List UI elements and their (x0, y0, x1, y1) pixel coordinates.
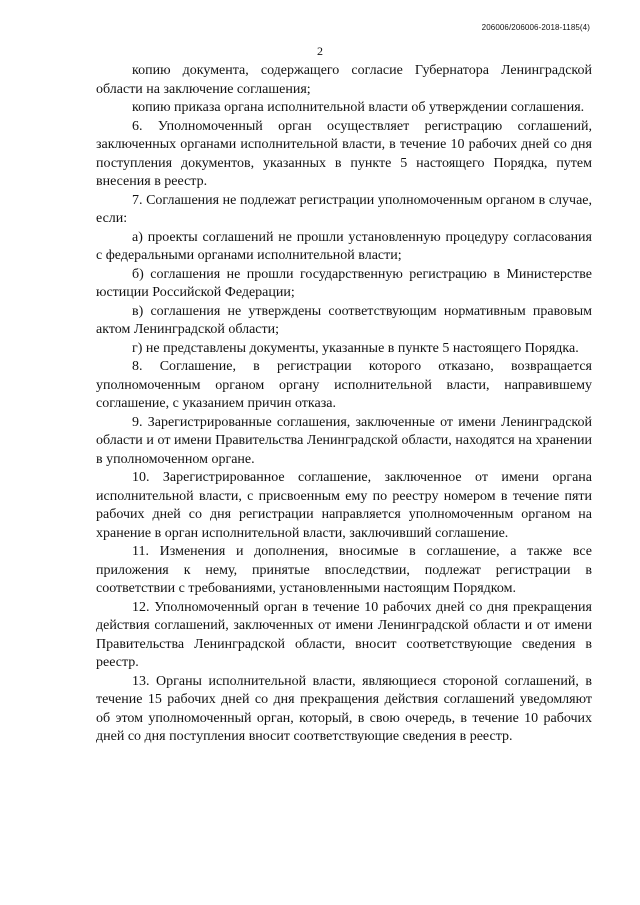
paragraph-item-7v: в) соглашения не утверждены соответствующим нормативным правовым актом Ленинградской области; (96, 303, 592, 337)
paragraph-item-7b: б) соглашения не прошли государственную регистрацию в Министерстве юстиции Российской Федерации; (96, 266, 592, 300)
paragraph-item-9: 9. Зарегистрированные соглашения, заключенные от имени Ленинградской области и от имени Правительства Ленинградской области, находятся на хранении в уполномоченном органе. (96, 414, 592, 467)
paragraph-consent-copy: копию документа, содержащего согласие Губернатора Ленинградской области на заключение соглашения; (96, 63, 592, 97)
paragraph-item-8: 8. Соглашение, в регистрации которого отказано, возвращается уполномоченным органом органу исполнительной власти, направившему соглашение, с указанием причин отказа. (96, 359, 592, 411)
paragraph-item-11: 11. Изменения и дополнения, вносимые в соглашение, а также все приложения к нему, принятые впоследствии, подлежат регистрации в соответствии с требованиями, установленными настоящим Порядком. (96, 544, 592, 596)
document-id: 206006/206006-2018-1185(4) (481, 23, 590, 32)
paragraph-item-7: 7. Соглашения не подлежат регистрации уполномоченным органом в случае, если: (96, 192, 592, 226)
paragraph-item-10: 10. Зарегистрированное соглашение, заключенное от имени органа исполнительной власти, с присвоенным ему по реестру номером в течение пяти рабочих дней со дня регистрации направляется уполномоченным органом на хранение в орган исполнительной власти, заключивший соглашение. (96, 470, 592, 541)
paragraph-item-7g: г) не представлены документы, указанные в пункте 5 настоящего Порядка. (132, 340, 579, 356)
document-body (96, 62, 592, 747)
paragraph-item-13: 13. Органы исполнительной власти, являющиеся стороной соглашений, в течение 15 рабочих дней со дня прекращения действия соглашений уведомляют об этом уполномоченный орган, который, в свою очередь, в течение 10 рабочих дней со дня поступления вносит соответствующие сведения в реестр. (96, 673, 592, 744)
paragraph-item-7a: а) проекты соглашений не прошли установленную процедуру согласования с федеральными органами исполнительной власти; (96, 229, 592, 263)
paragraph-order-copy: копию приказа органа исполнительной власти об утверждении соглашения. (132, 100, 585, 115)
paragraph-item-6: 6. Уполномоченный орган осуществляет регистрацию соглашений, заключенных органами исполнительной власти, в течение 10 рабочих дней со дня поступления документов, указанных в пункте 5 настоящего Порядка, путем внесения в реестр. (96, 118, 592, 189)
page-number: 2 (317, 44, 323, 58)
paragraph-item-12: 12. Уполномоченный орган в течение 10 рабочих дней со дня прекращения действия соглашений, заключенных от имени Ленинградской области и от имени Правительства Ленинградской области, вносит соответствующие сведения в реестр. (96, 599, 592, 670)
